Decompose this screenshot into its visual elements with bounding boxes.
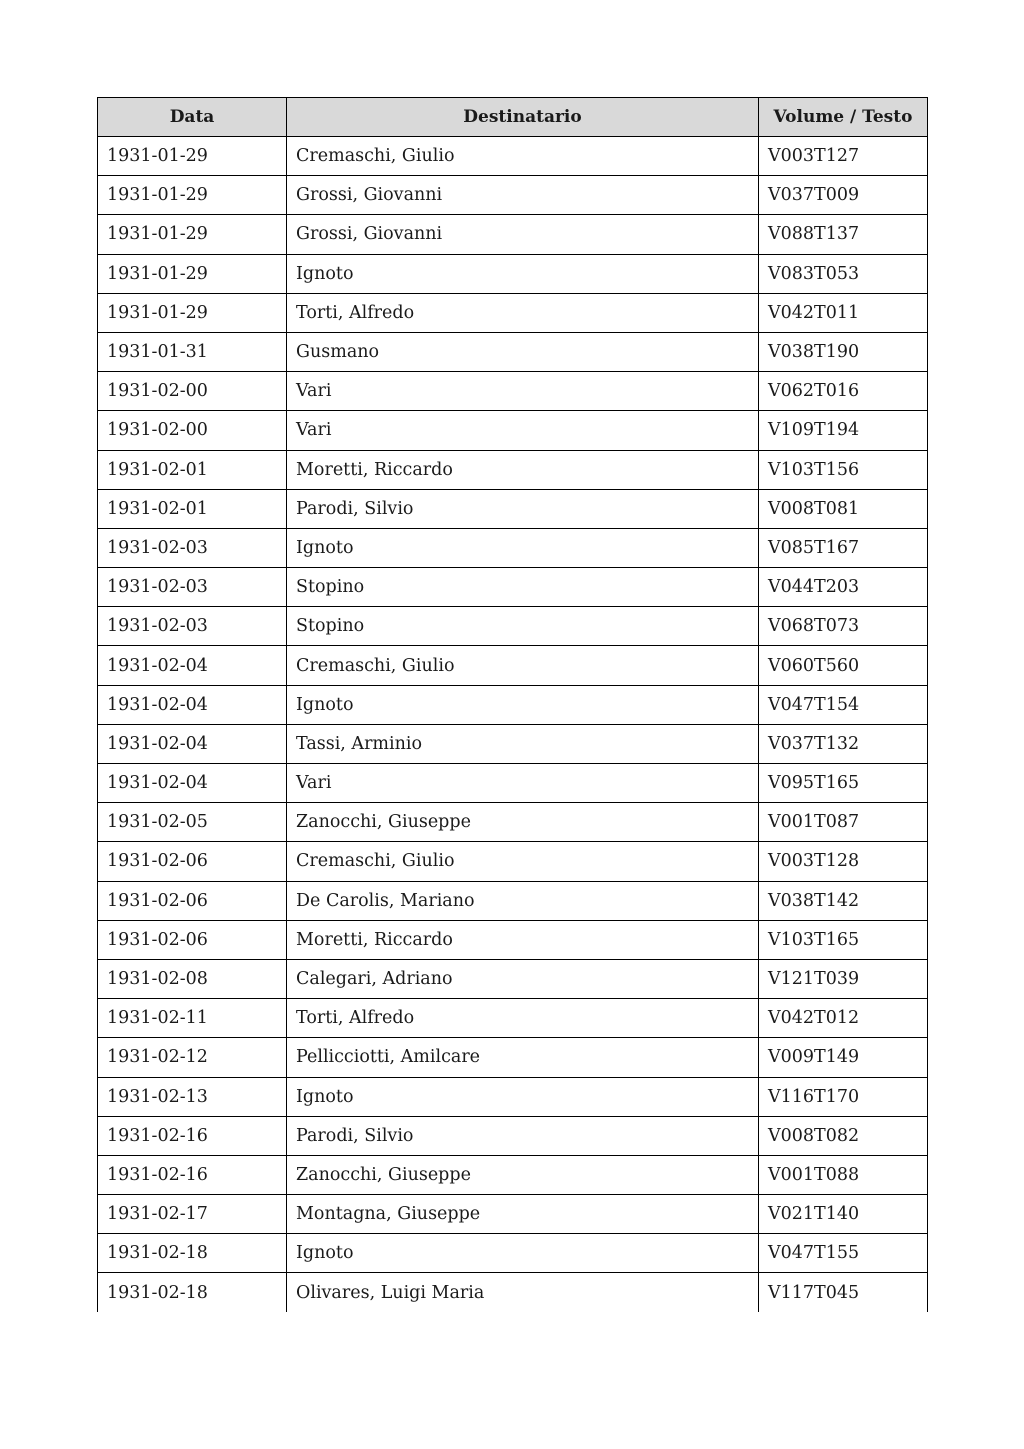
header-volume-testo: Volume / Testo	[759, 98, 928, 137]
cell-destinatario: De Carolis, Mariano	[287, 881, 759, 920]
table-row	[98, 293, 928, 332]
table-row	[98, 764, 928, 803]
cell-destinatario: Ignoto	[287, 685, 759, 724]
cell-data: 1931-01-29	[98, 176, 287, 215]
cell-data: 1931-02-13	[98, 1077, 287, 1116]
cell-destinatario: Pellicciotti, Amilcare	[287, 1038, 759, 1077]
cell-data: 1931-01-29	[98, 137, 287, 176]
cell-data: 1931-01-29	[98, 215, 287, 254]
table-row	[98, 607, 928, 646]
cell-data: 1931-02-03	[98, 568, 287, 607]
letters-table	[97, 97, 928, 1312]
table-row	[98, 1155, 928, 1194]
table-row	[98, 137, 928, 176]
cell-data: 1931-02-03	[98, 607, 287, 646]
cell-volume-testo: V001T087	[759, 803, 928, 842]
cell-data: 1931-02-17	[98, 1195, 287, 1234]
cell-volume-testo: V008T081	[759, 489, 928, 528]
cell-volume-testo: V037T132	[759, 724, 928, 763]
cell-destinatario: Calegari, Adriano	[287, 959, 759, 998]
cell-destinatario: Vari	[287, 411, 759, 450]
cell-data: 1931-02-11	[98, 999, 287, 1038]
table-row	[98, 568, 928, 607]
cell-destinatario: Ignoto	[287, 1234, 759, 1273]
cell-data: 1931-02-06	[98, 842, 287, 881]
cell-destinatario: Ignoto	[287, 254, 759, 293]
cell-destinatario: Zanocchi, Giuseppe	[287, 803, 759, 842]
cell-data: 1931-02-16	[98, 1155, 287, 1194]
cell-data: 1931-02-08	[98, 959, 287, 998]
cell-volume-testo: V088T137	[759, 215, 928, 254]
cell-volume-testo: V021T140	[759, 1195, 928, 1234]
table-row	[98, 176, 928, 215]
cell-volume-testo: V109T194	[759, 411, 928, 450]
cell-destinatario: Cremaschi, Giulio	[287, 646, 759, 685]
cell-destinatario: Cremaschi, Giulio	[287, 137, 759, 176]
table-body	[98, 137, 928, 1313]
cell-volume-testo: V116T170	[759, 1077, 928, 1116]
cell-volume-testo: V121T039	[759, 959, 928, 998]
cell-volume-testo: V095T165	[759, 764, 928, 803]
table-row	[98, 528, 928, 567]
table-row	[98, 450, 928, 489]
cell-destinatario: Stopino	[287, 568, 759, 607]
cell-volume-testo: V042T011	[759, 293, 928, 332]
cell-data: 1931-02-01	[98, 450, 287, 489]
table-row	[98, 489, 928, 528]
cell-volume-testo: V117T045	[759, 1273, 928, 1312]
table-row	[98, 1116, 928, 1155]
cell-destinatario: Zanocchi, Giuseppe	[287, 1155, 759, 1194]
cell-data: 1931-02-06	[98, 920, 287, 959]
cell-volume-testo: V085T167	[759, 528, 928, 567]
cell-data: 1931-02-00	[98, 411, 287, 450]
table-row	[98, 646, 928, 685]
cell-volume-testo: V001T088	[759, 1155, 928, 1194]
table-row	[98, 920, 928, 959]
table-row	[98, 1195, 928, 1234]
cell-data: 1931-02-05	[98, 803, 287, 842]
cell-destinatario: Cremaschi, Giulio	[287, 842, 759, 881]
table-row	[98, 881, 928, 920]
cell-destinatario: Grossi, Giovanni	[287, 215, 759, 254]
cell-data: 1931-02-18	[98, 1273, 287, 1312]
table-row	[98, 959, 928, 998]
table-row	[98, 803, 928, 842]
cell-destinatario: Moretti, Riccardo	[287, 920, 759, 959]
cell-destinatario: Tassi, Arminio	[287, 724, 759, 763]
cell-volume-testo: V038T190	[759, 332, 928, 371]
cell-volume-testo: V038T142	[759, 881, 928, 920]
table-row	[98, 685, 928, 724]
table-row	[98, 411, 928, 450]
cell-volume-testo: V003T128	[759, 842, 928, 881]
table-row	[98, 842, 928, 881]
table-row	[98, 1273, 928, 1312]
cell-destinatario: Moretti, Riccardo	[287, 450, 759, 489]
table-row	[98, 332, 928, 371]
cell-destinatario: Olivares, Luigi Maria	[287, 1273, 759, 1312]
table-row	[98, 1038, 928, 1077]
cell-data: 1931-02-16	[98, 1116, 287, 1155]
cell-data: 1931-01-31	[98, 332, 287, 371]
cell-volume-testo: V009T149	[759, 1038, 928, 1077]
cell-destinatario: Grossi, Giovanni	[287, 176, 759, 215]
cell-data: 1931-02-04	[98, 685, 287, 724]
table-row	[98, 724, 928, 763]
cell-volume-testo: V047T154	[759, 685, 928, 724]
header-destinatario: Destinatario	[287, 98, 759, 137]
cell-data: 1931-02-18	[98, 1234, 287, 1273]
table-row	[98, 372, 928, 411]
cell-data: 1931-02-04	[98, 764, 287, 803]
cell-destinatario: Torti, Alfredo	[287, 999, 759, 1038]
cell-destinatario: Ignoto	[287, 1077, 759, 1116]
cell-volume-testo: V003T127	[759, 137, 928, 176]
cell-destinatario: Stopino	[287, 607, 759, 646]
cell-volume-testo: V103T156	[759, 450, 928, 489]
cell-data: 1931-01-29	[98, 254, 287, 293]
table-header-row	[98, 98, 928, 137]
cell-volume-testo: V008T082	[759, 1116, 928, 1155]
cell-data: 1931-02-12	[98, 1038, 287, 1077]
cell-volume-testo: V042T012	[759, 999, 928, 1038]
table-row	[98, 254, 928, 293]
cell-volume-testo: V047T155	[759, 1234, 928, 1273]
cell-data: 1931-01-29	[98, 293, 287, 332]
cell-data: 1931-02-01	[98, 489, 287, 528]
cell-destinatario: Torti, Alfredo	[287, 293, 759, 332]
cell-volume-testo: V083T053	[759, 254, 928, 293]
table-row	[98, 215, 928, 254]
cell-destinatario: Gusmano	[287, 332, 759, 371]
cell-destinatario: Ignoto	[287, 528, 759, 567]
cell-volume-testo: V044T203	[759, 568, 928, 607]
cell-data: 1931-02-06	[98, 881, 287, 920]
cell-volume-testo: V068T073	[759, 607, 928, 646]
table-row	[98, 1077, 928, 1116]
cell-destinatario: Vari	[287, 372, 759, 411]
cell-destinatario: Parodi, Silvio	[287, 489, 759, 528]
table-row	[98, 999, 928, 1038]
table-row	[98, 1234, 928, 1273]
cell-volume-testo: V037T009	[759, 176, 928, 215]
cell-destinatario: Parodi, Silvio	[287, 1116, 759, 1155]
cell-destinatario: Montagna, Giuseppe	[287, 1195, 759, 1234]
cell-volume-testo: V062T016	[759, 372, 928, 411]
cell-data: 1931-02-00	[98, 372, 287, 411]
cell-data: 1931-02-04	[98, 646, 287, 685]
cell-destinatario: Vari	[287, 764, 759, 803]
cell-volume-testo: V060T560	[759, 646, 928, 685]
cell-data: 1931-02-03	[98, 528, 287, 567]
cell-data: 1931-02-04	[98, 724, 287, 763]
header-data: Data	[98, 98, 287, 137]
cell-volume-testo: V103T165	[759, 920, 928, 959]
